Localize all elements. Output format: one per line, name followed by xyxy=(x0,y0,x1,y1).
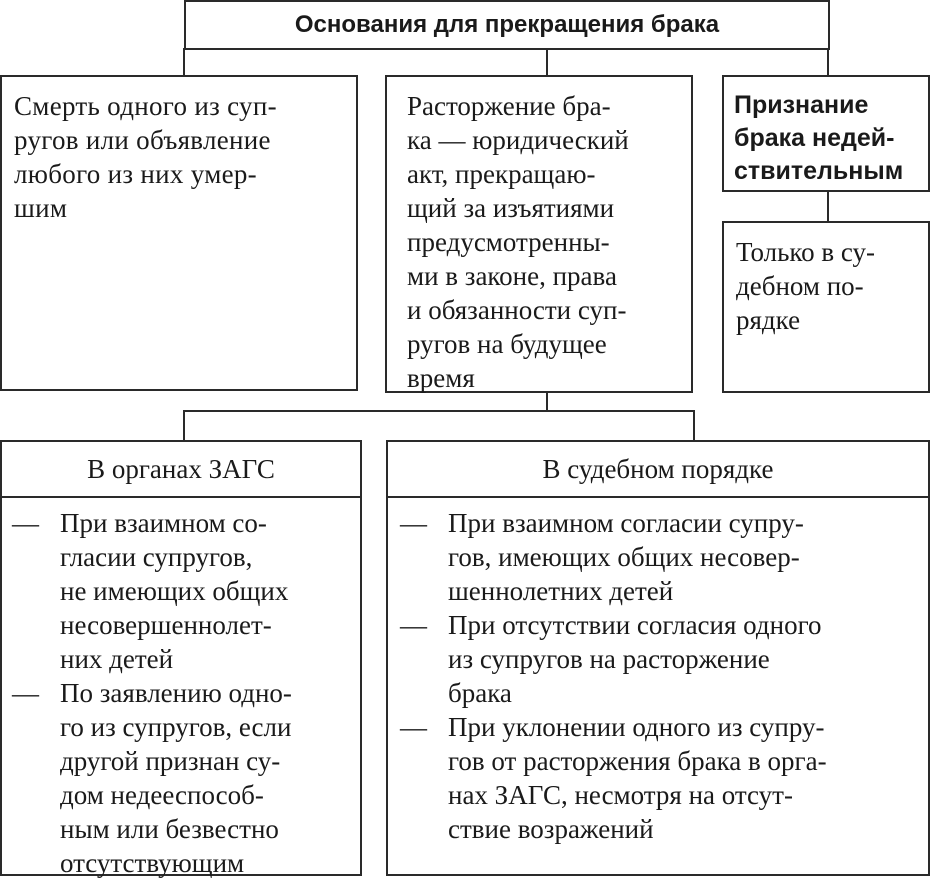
zags-box xyxy=(0,440,362,876)
diagram-title: Основания для прекращения брака xyxy=(294,11,720,38)
invalidity-ground-box xyxy=(722,75,930,192)
court-title: В судебном порядке xyxy=(388,442,928,498)
connector-bottom-horizontal xyxy=(183,410,695,412)
court-item-text: При отсутствии согласия одного из супругов на расторжение брака xyxy=(448,610,822,708)
connector-court-drop xyxy=(693,410,695,440)
court-item xyxy=(400,710,928,846)
divorce-ground-text: Расторжение бра- ка — юридический акт, прекращаю- щий за изъятиями предусмотренны- ми в законе, права и обязанности суп- ругов на будущее время xyxy=(407,91,629,393)
zags-title: В органах ЗАГС xyxy=(2,442,360,498)
divorce-ground-box xyxy=(385,75,693,393)
dash-bullet: — xyxy=(400,508,427,538)
court-item-text: При взаимном согласии супру- гов, имеющих общих несовер- шеннолетних детей xyxy=(448,508,804,606)
court-box xyxy=(386,440,930,876)
invalidity-note-box xyxy=(722,221,930,393)
zags-item-text: При взаимном со- гласии супругов, не имеющих общих несовершеннолет- них детей xyxy=(60,508,289,674)
title-box xyxy=(184,0,830,50)
court-item xyxy=(400,608,928,710)
court-item-text: При уклонении одного из супру- гов от расторжения брака в орга- нах ЗАГС, несмотря на отсут- ствие возражений xyxy=(448,712,827,844)
death-ground-text: Смерть одного из суп- ругов или объявление любого из них умер- шим xyxy=(14,91,277,223)
connector-invalidity-note xyxy=(827,190,829,222)
zags-item xyxy=(12,676,360,880)
dash-bullet: — xyxy=(12,678,39,708)
connector-divorce-stem xyxy=(546,392,548,412)
connector-zags-drop xyxy=(183,410,185,440)
invalidity-note-text: Только в су- дебном по- рядке xyxy=(736,237,876,335)
dash-bullet: — xyxy=(400,610,427,640)
connector-right-drop xyxy=(827,48,829,76)
connector-left-drop xyxy=(183,48,185,76)
zags-item xyxy=(12,506,360,676)
zags-item-text: По заявлению одно- го из супругов, если другой признан су- дом недееспособ- ным или безвестно отсутствующим xyxy=(60,678,292,878)
dash-bullet: — xyxy=(12,508,39,538)
court-item xyxy=(400,506,928,608)
connector-title-stem xyxy=(546,48,548,76)
death-ground-box xyxy=(0,75,358,391)
dash-bullet: — xyxy=(400,712,427,742)
invalidity-ground-text: Признание брака недей- ствительным xyxy=(734,91,904,185)
